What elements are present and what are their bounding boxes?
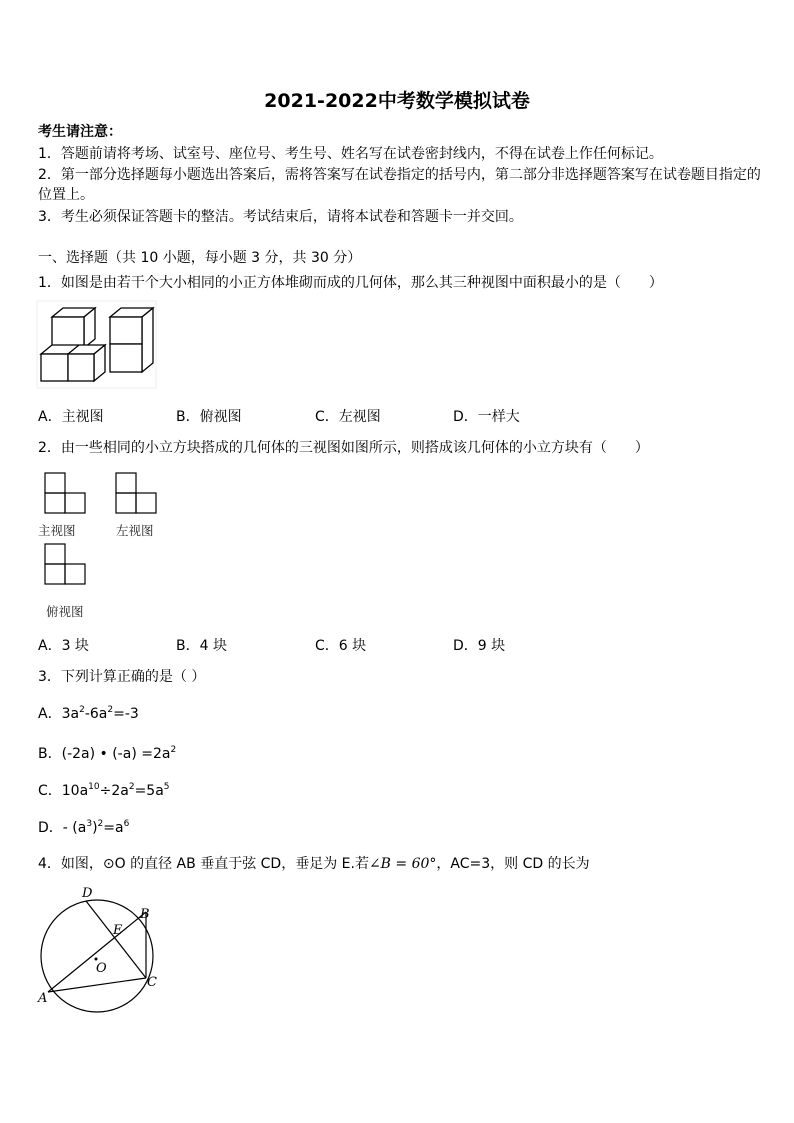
exam-title: 2021-2022中考数学模拟试卷	[264, 90, 530, 112]
q3-option-b: B．(-2a) • $(-a) =2a^2$	[38, 745, 177, 762]
q2-label-left: 左视图	[116, 523, 154, 538]
q1-option-b: B．俯视图	[176, 409, 242, 425]
q1-option-c: C．左视图	[315, 409, 381, 425]
q2-label-front: 主视图	[38, 523, 76, 538]
q2-front-view	[44, 472, 88, 516]
point-c-label: C	[147, 975, 157, 990]
section-heading: 一、选择题（共 10 小题，每小题 3 分，共 30 分）	[38, 250, 362, 266]
point-a-label: A	[38, 991, 48, 1006]
notice-line-2-cont: 位置上。	[38, 187, 94, 203]
q2-option-d: D．9 块	[453, 638, 506, 654]
q2-stem: 2．由一些相同的小立方块搭成的几何体的三视图如图所示，则搭成该几何体的小立方块有（ ）	[38, 440, 649, 456]
point-d-label: D	[82, 886, 93, 901]
q3-option-a: A．$3a^2-6a^2=-3$	[38, 705, 139, 722]
q4-stem: 4．如图，⊙O 的直径 AB 垂直于弦 CD，垂足为 E.若∠B = 60°，AC=3，则 CD 的长为	[38, 856, 590, 872]
q2-option-c: C．6 块	[315, 638, 367, 654]
q4-circle-figure	[34, 882, 164, 1007]
q2-top-view	[44, 543, 88, 587]
q1-stem: 1．如图是由若干个大小相同的小正方体堆砌而成的几何体，那么其三种视图中面积最小的是（ ）	[38, 275, 663, 291]
q1-option-a: A．主视图	[38, 409, 104, 425]
q1-option-d: D．一样大	[453, 409, 520, 425]
q2-left-view	[115, 472, 159, 516]
point-o-label: O	[96, 961, 107, 976]
q1-cube-figure	[36, 300, 158, 390]
q2-label-top: 俯视图	[46, 604, 84, 619]
point-b-label: B	[140, 907, 150, 922]
q2-option-a: A．3 块	[38, 638, 89, 654]
q2-option-b: B．4 块	[176, 638, 227, 654]
q3-option-c: C．$10a^{10}\div 2a^2=5a^5$	[38, 782, 170, 799]
q3-option-d: D．- $(a^3)^2=a^6$	[38, 819, 130, 836]
notice-line-3: 3．考生必须保证答题卡的整洁。考试结束后，请将本试卷和答题卡一并交回。	[38, 209, 523, 225]
notice-line-2: 2．第一部分选择题每小题选出答案后，需将答案写在试卷指定的括号内，第二部分非选择题答案写在试卷题目指定的	[38, 167, 761, 183]
notice-heading: 考生请注意：	[38, 124, 122, 140]
notice-line-1: 1．答题前请将考场、试室号、座位号、考生号、姓名写在试卷密封线内，不得在试卷上作任何标记。	[38, 146, 663, 162]
q3-stem: 3．下列计算正确的是（ ）	[38, 669, 206, 685]
point-e-label: E	[113, 923, 123, 938]
